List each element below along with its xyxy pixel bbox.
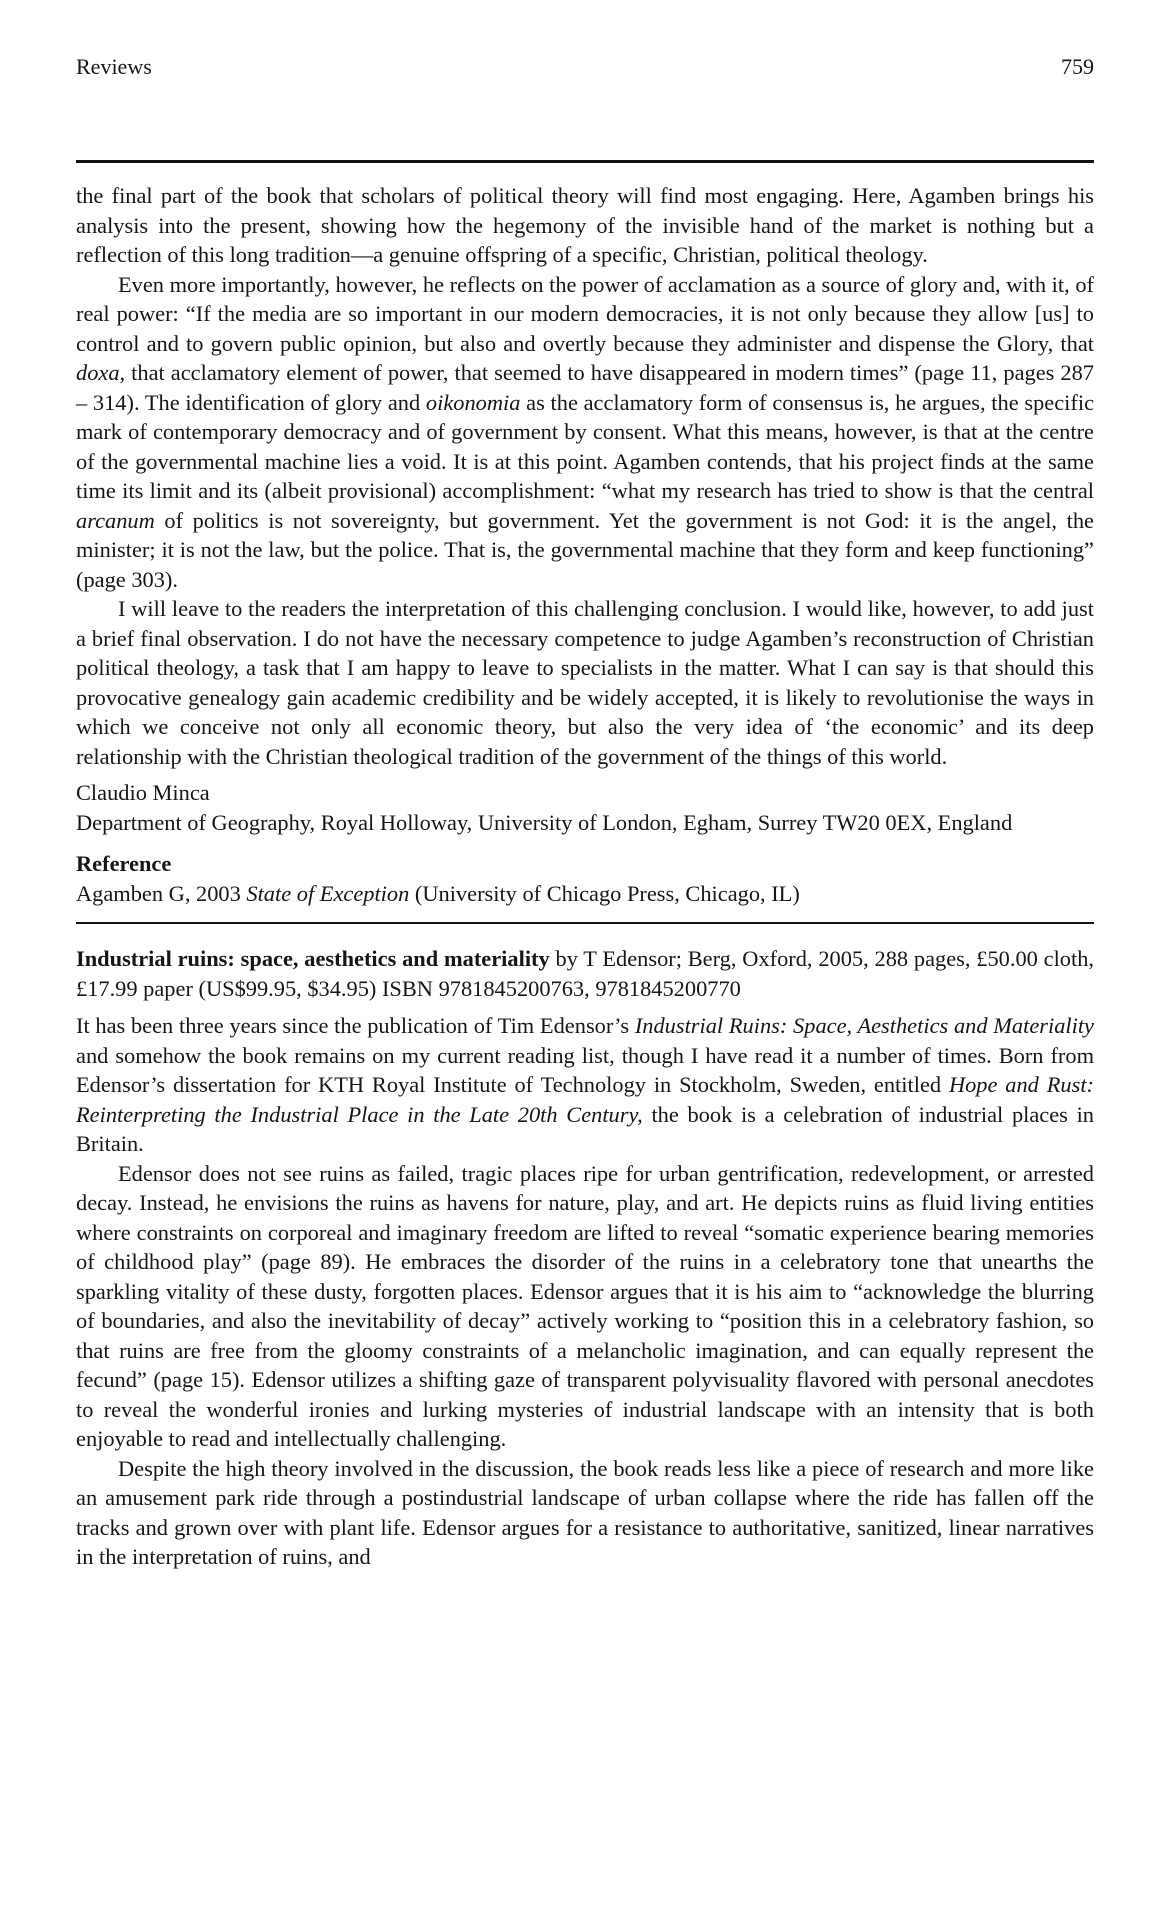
paragraph xyxy=(76,1011,1094,1159)
review-1-affiliation: Department of Geography, Royal Holloway, University of London, Egham, Surrey TW20 0EX, England xyxy=(76,809,1013,835)
text-run: the book is a celebration of industrial places in Britain. xyxy=(76,1101,1094,1156)
journal-page xyxy=(76,52,1094,1572)
italic-text: Hope and Rust: Reinterpreting the Industrial Place in the Late 20th Century, xyxy=(76,1072,1094,1127)
reference-heading: Reference xyxy=(76,851,172,876)
section-title: Reviews xyxy=(76,54,152,79)
book-details: by T Edensor; Berg, Oxford, 2005, 288 pages, £50.00 cloth, £17.99 paper (US$99.95, $34.95) ISBN 9781845200763, 9781845200770 xyxy=(76,946,1095,1001)
review-1-paragraphs xyxy=(76,181,1094,771)
reference-publisher: (University of Chicago Press, Chicago, IL) xyxy=(409,880,800,906)
running-head xyxy=(76,52,1094,82)
text-run: of politics is not sovereignty, but government. Yet the government is not God: it is the angel, the minister; it is not the law, but the police. That is, the governmental machine that they form and keep functioning” (page 303). xyxy=(76,507,1094,592)
review-1-body xyxy=(76,181,1094,771)
italic-text: oikonomia xyxy=(425,389,521,415)
italic-text: Industrial Ruins: Space, Aesthetics and Materiality xyxy=(634,1013,1094,1038)
review-2-paragraphs xyxy=(76,1011,1094,1572)
page-number: 759 xyxy=(1061,54,1094,79)
paragraph xyxy=(76,1159,1094,1454)
text-run: Edensor does not see ruins as failed, tragic places ripe for urban gentrification, redevelopment, or arrested decay. Instead, he envisions the ruins as havens for nature, play, and art. He depicts ruins as fluid living entities where constraints on corporeal and imaginary freedom are lifted to reveal “somatic experience bearing memories of childhood play” (page 89). He embraces the disorder of the ruins in a celebratory tone that unearths the sparkling vitality of these dusty, forgotten places. Edensor argues that it is his aim to “acknowledge the blurring of boundaries, and also the inevitability of decay” actively working to “position this in a celebratory fashion, so that ruins are free from the gloomy constraints of a melancholic imagination, and can equally represent the fecund” (page 15). Edensor utilizes a shifting gaze of transparent polyvisuality flavored with personal anecdotes to reveal the wonderful ironies and lurking mysteries of industrial landscape with an intensity that is both enjoyable to read and intellectually challenging. xyxy=(76,1160,1094,1451)
text-run: , that acclamatory element of power, that seemed to have disappeared in modern times” (page 11, pages 287 – 314). The identification of glory and xyxy=(76,360,1094,415)
reference-author-year: Agamben G, 2003 xyxy=(76,880,247,906)
text-run: Despite the high theory involved in the discussion, the book reads less like a piece of research and more like an amusement park ride through a postindustrial landscape of urban collapse where the ride has fallen off the tracks and grown over with plant life. Edensor argues for a resistance to authoritative, sanitized, linear narratives in the interpretation of ruins, and xyxy=(76,1455,1094,1569)
paragraph xyxy=(76,594,1094,771)
reference-title: State of Exception xyxy=(246,880,410,906)
paragraph xyxy=(76,181,1094,270)
text-run: It has been three years since the publication of Tim Edensor’s xyxy=(76,1013,635,1038)
header-rule xyxy=(76,160,1094,163)
reference-entry xyxy=(76,879,1094,909)
italic-text: doxa xyxy=(76,360,120,385)
text-run: as the acclamatory form of consensus is, he argues, the specific mark of contemporary democracy and of government by consent. What this means, however, is that at the centre of the governmental machine lies a void. It is at this point. Agamben contends, that his project finds at the same time its limit and its (albeit provisional) accomplishment: “what my research has tried to show is that the central xyxy=(76,389,1095,503)
book-citation xyxy=(76,944,1094,1003)
review-1-author: Claudio Minca xyxy=(76,780,210,805)
review-2 xyxy=(76,944,1094,1572)
paragraph xyxy=(76,270,1094,595)
review-2-body xyxy=(76,1011,1094,1572)
paragraph xyxy=(76,1454,1094,1572)
italic-text: arcanum xyxy=(76,507,155,533)
text-run: Even more importantly, however, he reflects on the power of acclamation as a source of glory and, with it, of real power: “If the media are so important in our modern democracies, it is not only because they allow [us] to control and to govern public opinion, but also and overtly because they administer and dispense the Glory, that xyxy=(76,271,1094,356)
text-run: the final part of the book that scholars of political theory will find most engaging. Here, Agamben brings his analysis into the present, showing how the hegemony of the invisible hand of the market is nothing but a reflection of this long tradition—a genuine offspring of a specific, Christian, political theology. xyxy=(76,183,1094,267)
reference-section xyxy=(76,849,1094,908)
text-run: I will leave to the readers the interpretation of this challenging conclusion. I would like, however, to add just a brief final observation. I do not have the necessary competence to judge Agamben’s reconstruction of Christian political theology, a task that I am happy to leave to specialists in the matter. What I can say is that should this provocative genealogy gain academic credibility and be widely accepted, it is likely to revolutionise the ways in which we conceive not only all economic theory, but also the very idea of ‘the economic’ and its deep relationship with the Christian theological tradition of the government of the things of this world. xyxy=(76,596,1094,769)
text-run: and somehow the book remains on my current reading list, though I have read it a number of times. Born from Edensor’s dissertation for KTH Royal Institute of Technology in Stockholm, Sweden, entitled xyxy=(76,1042,1094,1097)
book-title: Industrial ruins: space, aesthetics and materiality xyxy=(76,946,550,971)
review-divider xyxy=(76,922,1094,924)
